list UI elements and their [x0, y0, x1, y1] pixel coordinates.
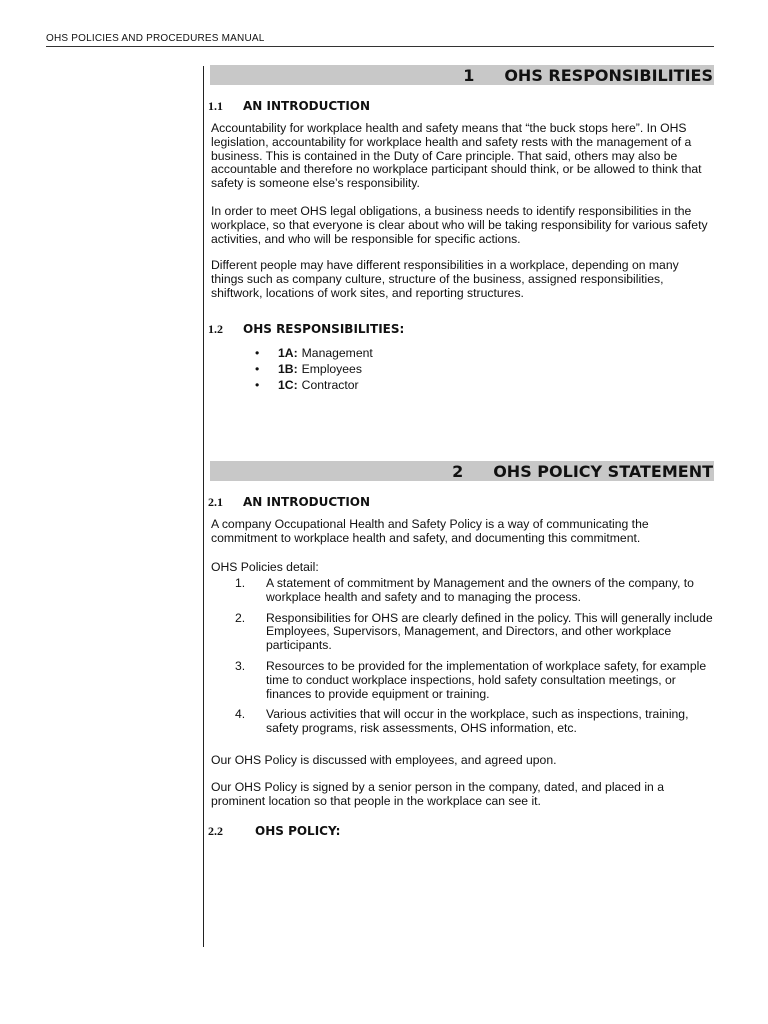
policy-detail-list	[211, 577, 714, 743]
item-label: Contractor	[301, 378, 359, 392]
section-number: 1.1	[208, 99, 223, 113]
list-item	[211, 577, 714, 605]
list-item	[255, 345, 373, 361]
item-code: 1C:	[278, 378, 298, 392]
paragraph: In order to meet OHS legal obligations, a business needs to identify responsibilities in the workplace, so that everyone is clear about who will be taking responsibility for various safety activities, and who will be responsible for specific actions.	[211, 204, 708, 246]
list-item	[211, 708, 714, 736]
section-title: OHS POLICY:	[255, 824, 341, 838]
section-1-1-heading	[208, 99, 370, 114]
section-title: AN INTRODUCTION	[243, 99, 371, 113]
paragraph: A company Occupational Health and Safety Policy is a way of communicating the commitment to workplace health and safety, and documenting this commitment.	[211, 517, 649, 545]
section-number: 1.2	[208, 322, 223, 336]
item-text: Responsibilities for OHS are clearly defined in the policy. This will generally include Employees, Supervisors, Management, and Directors, and other workplace participants.	[266, 610, 713, 653]
bullet-icon: •	[255, 362, 260, 376]
chapter-2-heading	[210, 461, 714, 481]
chapter-number: 1	[463, 65, 475, 85]
item-number: 4.	[235, 707, 246, 722]
detail-label: OHS Policies detail:	[211, 560, 319, 574]
bullet-icon: •	[255, 346, 260, 360]
section-number: 2.1	[208, 495, 223, 509]
list-item	[255, 377, 373, 393]
item-label: Management	[301, 346, 373, 360]
section-1-2-heading	[208, 322, 404, 337]
paragraph: Our OHS Policy is discussed with employees, and agreed upon.	[211, 753, 557, 767]
item-number: 2.	[235, 610, 246, 625]
list-item	[211, 660, 714, 701]
list-item	[211, 612, 714, 653]
list-item	[255, 361, 373, 377]
responsibility-list	[255, 345, 373, 393]
item-text: A statement of commitment by Management and the owners of the company, to workplace health and safety and to managing the process.	[266, 576, 694, 604]
section-title: AN INTRODUCTION	[243, 495, 371, 509]
paragraph: Our OHS Policy is signed by a senior person in the company, dated, and placed in a prominent location so that people in the workplace can see it.	[211, 780, 664, 808]
item-code: 1A:	[278, 346, 298, 360]
chapter-1-heading	[210, 65, 714, 85]
item-number: 3.	[235, 658, 246, 673]
chapter-number: 2	[452, 461, 464, 481]
paragraph: Different people may have different responsibilities in a workplace, depending on many things such as company culture, structure of the business, assigned responsibilities, shiftwork, locations of work sites, and reporting structures.	[211, 258, 679, 300]
paragraph: Accountability for workplace health and safety means that “the buck stops here”. In OHS legislation, accountability for workplace health and safety rests with the management of a business. This is contained in the Duty of Care principle. That said, others may also be accountable and therefore no workplace participant should think, or be allowed to think that safety is someone else’s responsibility.	[211, 121, 702, 191]
bullet-icon: •	[255, 378, 260, 392]
item-text: Various activities that will occur in the workplace, such as inspections, training, safety programs, risk assessments, OHS information, etc.	[266, 707, 689, 736]
item-code: 1B:	[278, 362, 298, 376]
chapter-title: OHS RESPONSIBILITIES	[504, 65, 713, 85]
section-2-1-heading	[208, 495, 370, 510]
section-number: 2.2	[208, 824, 223, 838]
item-number: 1.	[235, 576, 246, 590]
margin-rule	[203, 66, 204, 947]
item-text: Resources to be provided for the implementation of workplace safety, for example time to conduct workplace inspections, hold safety consultation meetings, or finances to provide equipment or training.	[266, 658, 707, 701]
chapter-title: OHS POLICY STATEMENT	[493, 461, 713, 481]
item-label: Employees	[301, 362, 362, 376]
header-rule	[46, 46, 714, 47]
running-header: OHS POLICIES AND PROCEDURES MANUAL	[46, 33, 265, 44]
section-2-2-heading	[208, 824, 340, 839]
section-title: OHS RESPONSIBILITIES:	[243, 322, 405, 336]
